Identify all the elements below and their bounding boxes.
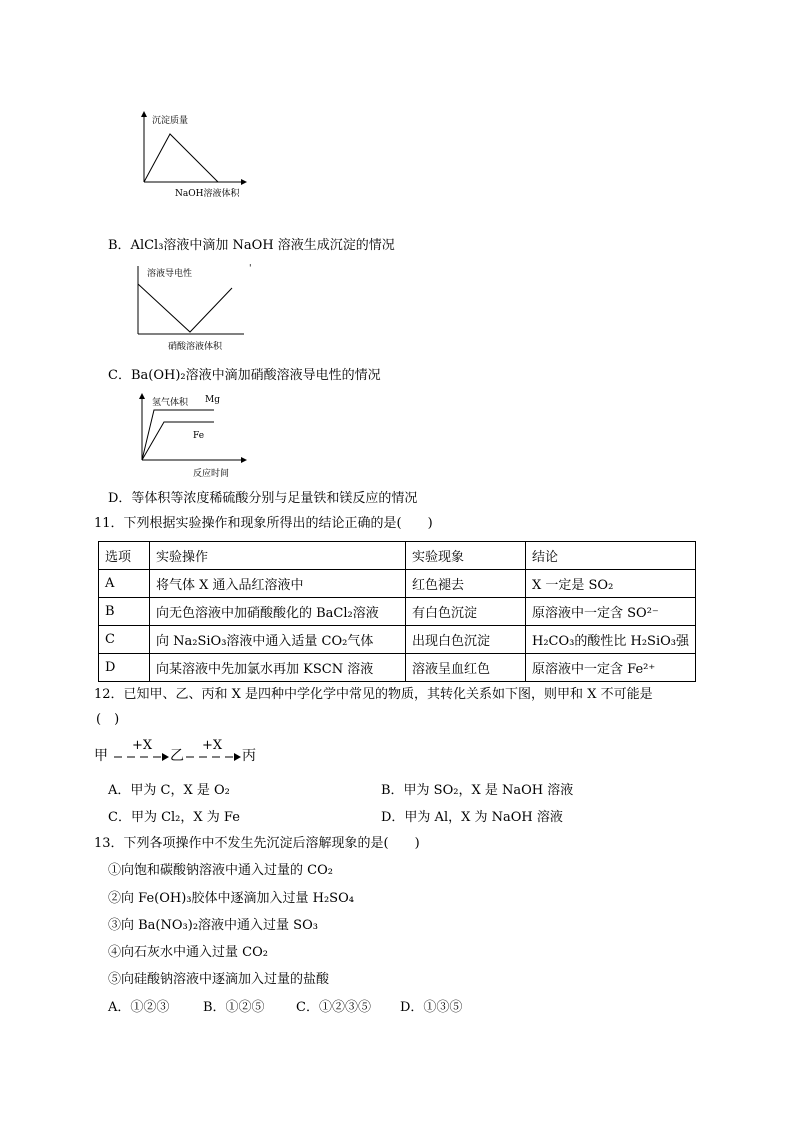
table-row xyxy=(99,626,696,654)
q11-stem: 11．下列根据实验操作和现象所得出的结论正确的是( ) xyxy=(94,516,433,531)
table-cell: 出现白色沉淀 xyxy=(406,626,526,654)
q12-option-b: B．甲为 SO₂，X 是 NaOH 溶液 xyxy=(381,783,574,798)
q13-item-4: ④向石灰水中通入过量 CO₂ xyxy=(108,945,268,960)
table-cell: C xyxy=(99,626,150,654)
q13-item-3: ③向 Ba(NO₃)₂溶液中通入过量 SO₃ xyxy=(108,918,318,933)
graph-hydrogen-volume xyxy=(130,390,250,476)
table-cell: 向某溶液中先加氯水再加 KSCN 溶液 xyxy=(150,654,406,682)
table-cell: X 一定是 SO₂ xyxy=(526,570,696,598)
q13-option-c: C．①②③⑤ xyxy=(296,1000,371,1015)
table-cell: 溶液呈血红色 xyxy=(406,654,526,682)
option-b-text: B．AlCl₃溶液中滴加 NaOH 溶液生成沉淀的情况 xyxy=(108,238,395,253)
table-cell: 向 Na₂SiO₃溶液中通入适量 CO₂气体 xyxy=(150,626,406,654)
graph-a-xlabel: NaOH溶液体积 xyxy=(175,189,240,199)
graph-d-ylabel: 氢气体积 xyxy=(152,398,189,408)
header-cell: 结论 xyxy=(526,542,696,570)
q13-option-d: D．①③⑤ xyxy=(400,1000,463,1015)
q12-paren: ( ) xyxy=(96,712,120,727)
table-cell: 红色褪去 xyxy=(406,570,526,598)
header-cell: 实验现象 xyxy=(406,542,526,570)
graph-c-mark: ' xyxy=(249,264,252,274)
q13-option-a: A．①②③ xyxy=(108,1000,170,1015)
q12-option-d: D．甲为 Al，X 为 NaOH 溶液 xyxy=(381,810,563,825)
table-cell: H₂CO₃的酸性比 H₂SiO₃强 xyxy=(526,626,696,654)
table-cell: A xyxy=(99,570,150,598)
graph-d-xlabel: 反应时间 xyxy=(193,469,230,479)
q13-item-1: ①向饱和碳酸钠溶液中通入过量的 CO₂ xyxy=(108,863,333,878)
chain-start: 甲 xyxy=(94,748,108,764)
fe-curve xyxy=(142,422,214,460)
precipitate-curve xyxy=(144,134,218,182)
table-header-row xyxy=(99,542,696,570)
table-cell: 原溶液中一定含 Fe²⁺ xyxy=(526,654,696,682)
graph-a-ylabel: 沉淀质量 xyxy=(152,116,189,126)
table-cell: 原溶液中一定含 SO²⁻ xyxy=(526,598,696,626)
chain-arrow-label-2: +X xyxy=(202,738,223,753)
q13-option-b: B．①②⑤ xyxy=(203,1000,265,1015)
table-cell: 将气体 X 通入品红溶液中 xyxy=(150,570,406,598)
chain-arrow-label-1: +X xyxy=(132,738,153,753)
conductivity-curve xyxy=(138,284,232,332)
q12-option-a: A．甲为 C，X 是 O₂ xyxy=(108,783,230,798)
q12-option-c: C．甲为 Cl₂，X 为 Fe xyxy=(108,810,240,825)
q13-item-2: ②向 Fe(OH)₃胶体中逐滴加入过量 H₂SO₄ xyxy=(108,891,354,906)
q13-stem: 13．下列各项操作中不发生先沉淀后溶解现象的是( ) xyxy=(94,836,420,851)
table-cell: B xyxy=(99,598,150,626)
graph-c-xlabel: 硝酸溶液体积 xyxy=(168,342,223,352)
q11-table xyxy=(98,541,696,682)
graph-d-mg-label: Mg xyxy=(205,395,220,405)
table-cell: 向无色溶液中加硝酸酸化的 BaCl₂溶液 xyxy=(150,598,406,626)
chain-arrow-1 xyxy=(114,752,170,762)
header-cell: 实验操作 xyxy=(150,542,406,570)
header-cell: 选项 xyxy=(99,542,150,570)
q13-item-5: ⑤向硅酸钠溶液中逐滴加入过量的盐酸 xyxy=(108,972,330,987)
q12-stem: 12．已知甲、乙、丙和 X 是四种中学化学中常见的物质，其转化关系如下图，则甲和 X 不可能是 xyxy=(94,687,653,702)
table-cell: 有白色沉淀 xyxy=(406,598,526,626)
graph-d-fe-label: Fe xyxy=(193,431,205,441)
table-row xyxy=(99,598,696,626)
option-d-text: D．等体积等浓度稀硫酸分别与足量铁和镁反应的情况 xyxy=(108,491,418,506)
chain-end: 丙 xyxy=(242,748,256,764)
graph-c-ylabel: 溶液导电性 xyxy=(147,269,193,279)
table-cell: D xyxy=(99,654,150,682)
table-row xyxy=(99,654,696,682)
chain-middle: 乙 xyxy=(170,748,184,764)
option-c-text: C．Ba(OH)₂溶液中滴加硝酸溶液导电性的情况 xyxy=(108,368,381,383)
table-row xyxy=(99,570,696,598)
chain-arrow-2 xyxy=(186,752,242,762)
